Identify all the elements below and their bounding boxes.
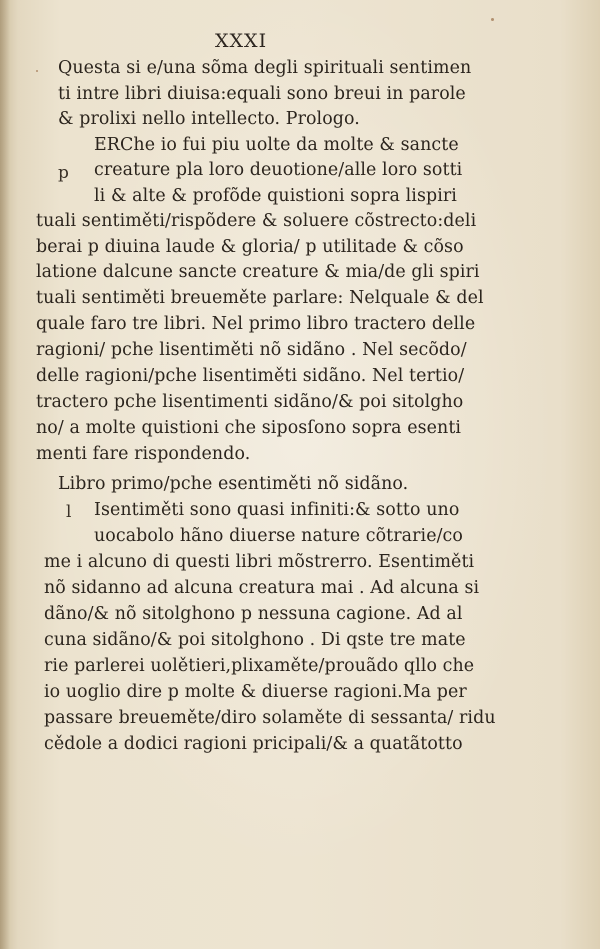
- text-line-18: Isentiměti sono quasi infiniti:& sotto uno: [94, 500, 460, 520]
- text-line-8: berai p diuina laude & gloria/ p utilitade & cõso: [36, 237, 464, 257]
- text-line-6: li & alte & profõde quistioni sopra lispiri: [94, 186, 457, 206]
- text-line-16: menti fare rispondendo.: [36, 444, 251, 464]
- text-line-2: ti intre libri diuisa:equali sono breui in parole: [58, 84, 466, 104]
- text-line-27: cědole a dodici ragioni pricipali/& a quatãtotto: [44, 734, 463, 754]
- margin-mark-p: p: [58, 163, 69, 183]
- text-line-4: ERChe io fui piu uolte da molte & sancte: [94, 135, 459, 155]
- text-line-14: tractero pche lisentimenti sidãno/& poi sitolgho: [36, 392, 464, 412]
- chapter-heading: Libro primo/pche esentiměti nõ sidãno.: [58, 474, 409, 494]
- paper-speck: [491, 18, 494, 21]
- margin-mark-l: l: [66, 502, 72, 522]
- text-line-21: nõ sidanno ad alcuna creatura mai . Ad alcuna si: [44, 578, 480, 598]
- text-line-1: Questa si e/una sõma degli spirituali sentimen: [58, 58, 472, 78]
- text-line-9: latione dalcune sancte creature & mia/de gli spiri: [36, 262, 480, 282]
- text-line-19: uocabolo hãno diuerse nature cõtrarie/co: [94, 526, 463, 546]
- text-line-20: me i alcuno di questi libri mõstrerro. Esentiměti: [44, 552, 475, 572]
- text-line-13: delle ragioni/pche lisentiměti sidãno. Nel tertio/: [36, 366, 465, 386]
- gutter-shadow: [0, 0, 10, 949]
- text-line-25: io uoglio dire p molte & diuerse ragioni.Ma per: [44, 682, 467, 702]
- text-line-5: creature pla loro deuotione/alle loro sotti: [94, 160, 463, 180]
- text-line-24: rie parlerei uolětieri,plixaměte/prouãdo qllo che: [44, 656, 475, 676]
- paper-speck: [36, 70, 38, 72]
- text-line-10: tuali sentiměti breueměte parlare: Nelquale & del: [36, 288, 484, 308]
- text-line-12: ragioni/ pche lisentiměti nõ sidãno . Nel secõdo/: [36, 340, 467, 360]
- text-line-11: quale faro tre libri. Nel primo libro tractero delle: [36, 314, 476, 334]
- text-line-23: cuna sidãno/& poi sitolghono . Di qste tre mate: [44, 630, 466, 650]
- text-line-22: dãno/& nõ sitolghono p nessuna cagione. Ad al: [44, 604, 463, 624]
- text-line-7: tuali sentiměti/rispõdere & soluere cõstrecto:deli: [36, 211, 477, 231]
- text-line-15: no/ a molte quistioni che siposſono sopra esenti: [36, 418, 462, 438]
- text-line-26: passare breueměte/diro solaměte di sessanta/ ridu: [44, 708, 496, 728]
- text-line-3: & prolixi nello intellecto. Prologo.: [58, 109, 360, 129]
- folio-number: XXXI: [215, 30, 268, 52]
